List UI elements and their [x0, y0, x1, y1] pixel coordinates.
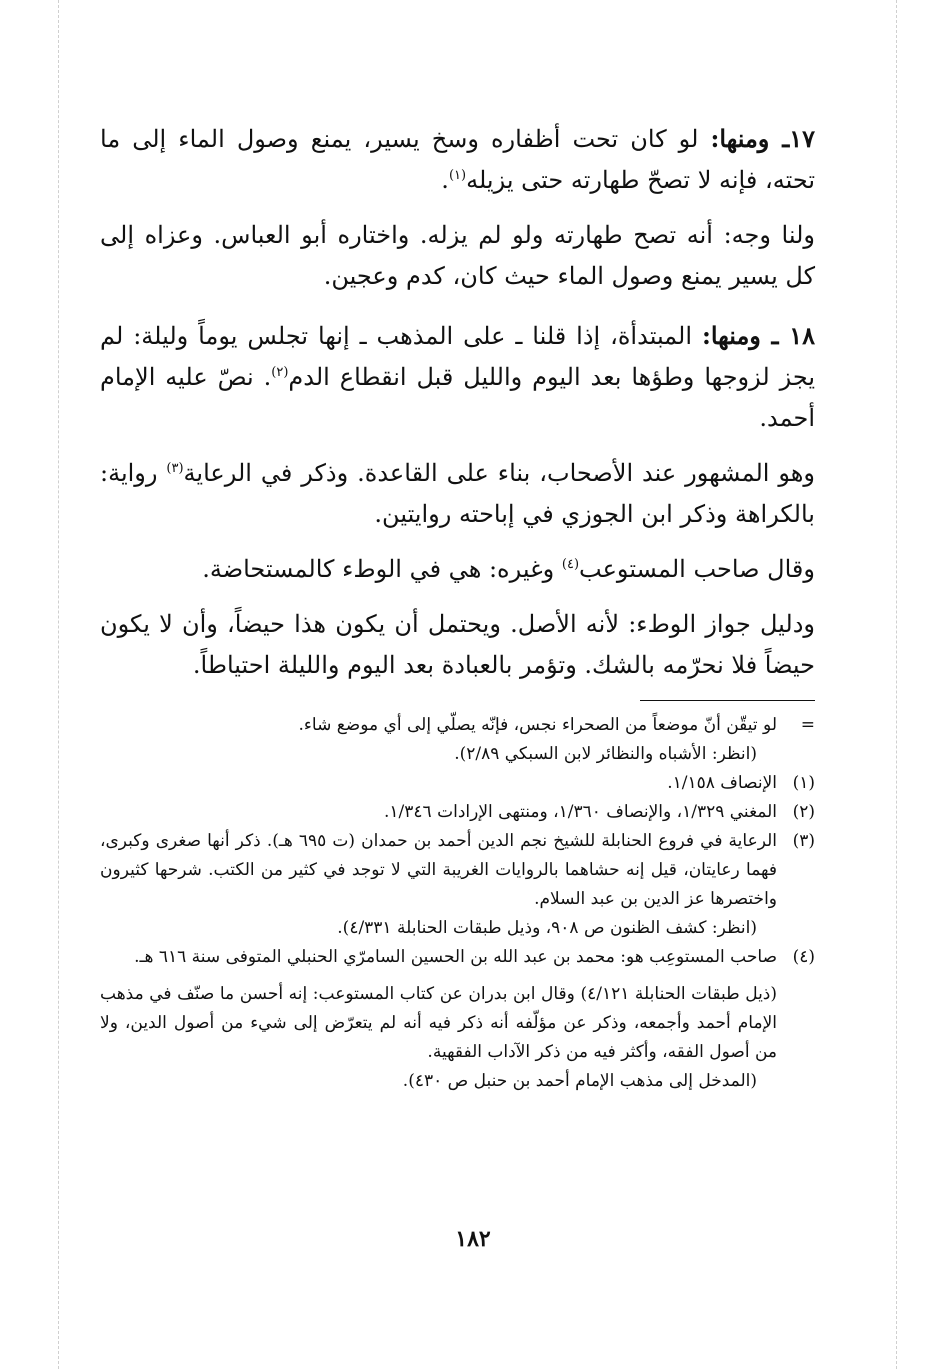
right-scan-edge [896, 0, 897, 1369]
paragraph-evidence: ودليل جواز الوطء: لأنه الأصل. ويحتمل أن يكون هذا حيضاً، وأن لا يكون حيضاً فلا نحرّمه بالشك. وتؤمر بالعبادة بعد اليوم والليلة احتياطاً. [100, 610, 815, 679]
footnote-continued-source: (انظر: الأشباه والنظائر لابن السبكي ٢/٨٩). [454, 744, 757, 764]
footnote-ref-1: (١) [448, 168, 467, 183]
mustaw-ib-text-b: وغيره: هي في الوطء كالمستحاضة. [202, 555, 562, 583]
footnote-1 [100, 769, 815, 798]
mustaw-ib-text-a: وقال صاحب المستوعب [579, 555, 815, 583]
footnote-3 [100, 827, 815, 943]
ri-aya-text-b: رواية: بالكراهة وذكر ابن الجوزي في إباحته روايتين. [100, 459, 815, 528]
footnote-4-more: (ذيل طبقات الحنابلة ٤/١٢١) وقال ابن بدران عن كتاب المستوعب: إنه أحسن ما صنّف في مذهب الإمام أحمد وأجمعه، وذكر عن مؤلّفه أنه ذكر فيه أنه لم يتعرّض إلى شيء من أصول الدين، ولا من أصول الفقه، وأكثر فيه من ذكر الآداب الفقهية. [100, 984, 778, 1062]
footnote-2 [100, 798, 815, 827]
main-text [100, 118, 815, 686]
item-17-keyword: ١٧ـ ومنها: [710, 124, 815, 153]
footnote-2-mark: (٢) [792, 802, 815, 822]
footnote-continued-mark: = [800, 715, 815, 735]
footnote-2-text: المغني ١/٣٢٩، والإنصاف ١/٣٦٠، ومنتهى الإرادات ١/٣٤٦. [384, 802, 777, 822]
footnote-separator [640, 700, 815, 701]
footnote-ref-2: (٢) [271, 365, 289, 380]
footnote-4 [100, 943, 815, 1096]
left-scan-edge [58, 0, 59, 1369]
footnote-3-text: الرعاية في فروع الحنابلة للشيخ نجم الدين أحمد بن حمدان (ت ٦٩٥ هـ). ذكر أنها صغرى وكبرى، فهما رعايتان، قيل إنه حشاهما بالروايات الغريبة التي لا توجد في كثير من الكتب. شرحها كثيرون واختصرها عز الدين بن عبد السلام. [100, 831, 777, 909]
paragraph-mustaw-ib [100, 549, 815, 590]
item-17-end: . [441, 166, 449, 194]
paragraph-18 [100, 315, 815, 439]
item-18-keyword: ١٨ ـ ومنها: [701, 321, 815, 350]
footnote-3-mark: (٣) [792, 831, 815, 851]
footnotes [100, 711, 815, 1096]
footnote-1-text: الإنصاف ١/١٥٨. [667, 773, 777, 793]
item-18-text: المبتدأة، إذا قلنا ـ على المذهب ـ إنها تجلس يوماً وليلة: لم يجز لزوجها وطؤها بعد اليوم والليل قبل انقطاع الدم [100, 322, 816, 391]
item-18-end: . نصّ عليه الإمام أحمد. [100, 363, 815, 432]
footnote-continued-text: لو تيقّن أنّ موضعاً من الصحراء نجس، فإنّه يصلّي إلى أي موضع شاء. [298, 715, 777, 735]
footnote-4-body [100, 943, 777, 1096]
page-body [100, 118, 815, 1096]
footnote-3-body [100, 827, 777, 943]
paragraph-17 [100, 118, 815, 201]
footnote-continued-body [100, 711, 777, 769]
footnote-continued [100, 711, 815, 769]
footnote-ref-3: (٣) [166, 461, 184, 476]
paragraph-ri-aya [100, 453, 815, 535]
footnote-4-mark: (٤) [792, 947, 815, 967]
footnote-ref-4: (٤) [561, 557, 580, 572]
footnote-1-mark: (١) [792, 773, 815, 793]
footnote-3-source: (انظر: كشف الظنون ص ٩٠٨، وذيل طبقات الحنابلة ٤/٣٣١). [337, 918, 757, 938]
ri-aya-text-a: وهو المشهور عند الأصحاب، بناء على القاعدة. وذكر في الرعاية [183, 459, 816, 487]
paragraph-17-second-view: ولنا وجه: أنه تصح طهارته ولو لم يزله. واختاره أبو العباس. وعزاه إلى كل يسير يمنع وصول الماء حيث كان، كدم وعجين. [100, 221, 815, 290]
footnote-4-text: صاحب المستوعِب هو: محمد بن عبد الله بن الحسين السامرّي الحنبلي المتوفى سنة ٦١٦ هـ. [134, 947, 777, 967]
page-number: ١٨٢ [455, 1226, 491, 1252]
footnote-4-source: (المدخل إلى مذهب الإمام أحمد بن حنبل ص ٤٣٠). [402, 1071, 757, 1091]
item-17-text: لو كان تحت أظفاره وسخ يسير، يمنع وصول الماء إلى ما تحته، فإنه لا تصحّ طهارته حتى يزيله [100, 125, 815, 194]
